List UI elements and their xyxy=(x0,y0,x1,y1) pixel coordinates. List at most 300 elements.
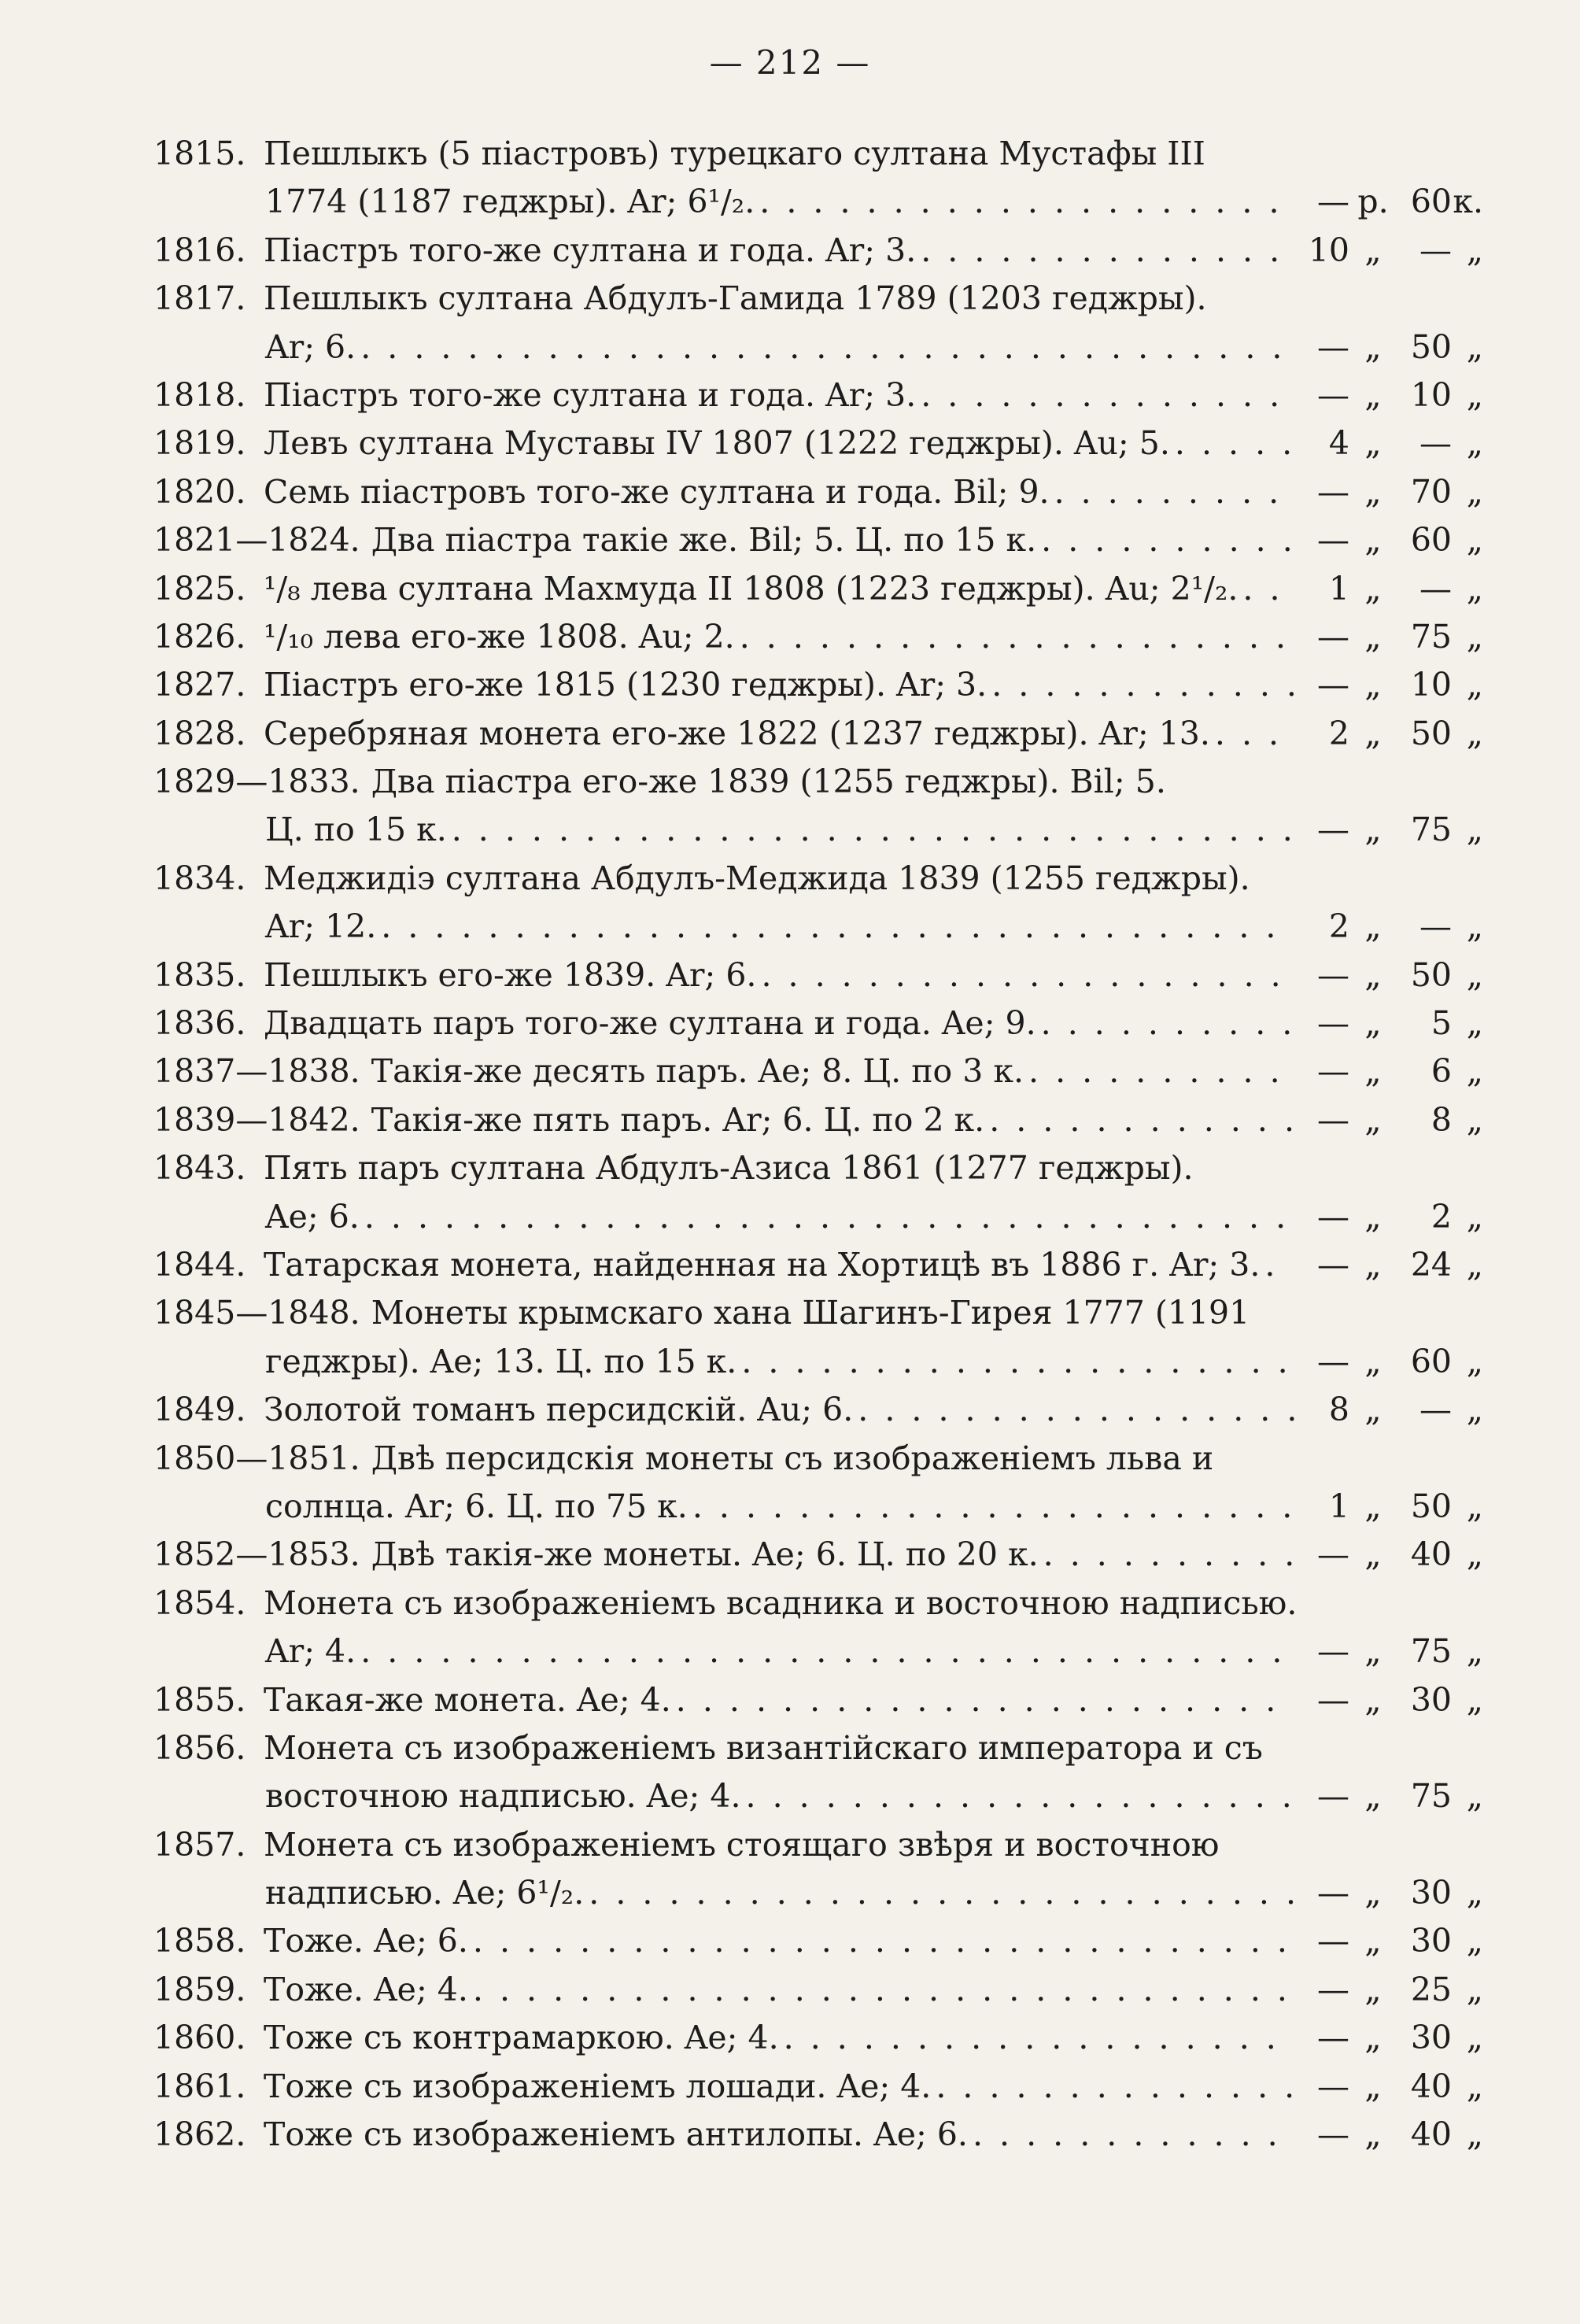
entry-line xyxy=(153,419,1483,467)
price-kopecks: 10 xyxy=(1410,666,1452,704)
price-rubles: — xyxy=(1317,2019,1349,2057)
price-rubles: — xyxy=(1317,1004,1349,1043)
dot-leader xyxy=(1039,1531,1294,1579)
price-kopecks: 2 xyxy=(1430,1197,1452,1236)
catalog-entry xyxy=(153,468,1483,516)
entry-line xyxy=(153,468,1483,516)
price-unit: „ xyxy=(1466,1391,1483,1429)
price-separator: „ xyxy=(1364,1922,1382,1960)
price-kopecks: 50 xyxy=(1410,327,1452,366)
price-rubles: — xyxy=(1317,375,1349,414)
entry-number: 1843. xyxy=(153,1149,246,1188)
price-separator: „ xyxy=(1364,2019,1382,2057)
price-unit: „ xyxy=(1466,1197,1483,1236)
entry-description: Пять паръ султана Абдулъ-Азиса 1861 (1277 геджры). xyxy=(264,1149,1194,1188)
price-rubles: — xyxy=(1317,1535,1349,1574)
entry-description: Монета съ изображеніемъ византійскаго императора и съ xyxy=(264,1728,1263,1767)
entry-description: Двѣ персидскія монеты съ изображеніемъ льва и xyxy=(371,1439,1214,1477)
entry-price xyxy=(1294,1386,1483,1434)
entry-price xyxy=(1294,1338,1483,1386)
dot-leader xyxy=(1024,1047,1294,1095)
price-rubles: — xyxy=(1317,1632,1349,1671)
price-unit: „ xyxy=(1466,1052,1483,1091)
entry-description: Ar; 4. xyxy=(265,1632,356,1671)
entry-description: Пешлыкъ его-же 1839. Ar; 6. xyxy=(264,955,757,994)
entry-number: 1858. xyxy=(153,1922,246,1960)
price-separator: „ xyxy=(1364,327,1382,366)
entry-price xyxy=(1294,2111,1483,2159)
catalog-entry xyxy=(153,516,1483,564)
price-separator: „ xyxy=(1364,811,1382,849)
dot-leader xyxy=(1170,419,1294,467)
entry-line xyxy=(153,999,1483,1047)
entry-description: Двадцать паръ того-же султана и года. Ae; 9. xyxy=(264,1004,1036,1043)
price-separator: „ xyxy=(1364,714,1382,752)
catalog-entry xyxy=(153,1917,1483,1965)
entry-price xyxy=(1294,178,1483,226)
price-separator: „ xyxy=(1364,1777,1382,1816)
entry-line xyxy=(153,613,1483,661)
dot-leader xyxy=(735,613,1294,661)
price-separator: „ xyxy=(1364,424,1382,463)
dot-leader xyxy=(968,2111,1294,2159)
price-unit: „ xyxy=(1466,1100,1483,1139)
price-kopecks: 60 xyxy=(1410,183,1452,221)
price-unit: „ xyxy=(1466,1777,1483,1816)
entry-description: Пешлыкъ султана Абдулъ-Гамида 1789 (1203 геджры). xyxy=(264,279,1207,318)
catalog-entry xyxy=(153,1289,1483,1386)
entry-number: 1826. xyxy=(153,617,246,656)
entry-description: Такія-же пять паръ. Ar; 6. Ц. по 2 к. xyxy=(371,1100,985,1139)
entry-price xyxy=(1294,2014,1483,2062)
catalog-entry xyxy=(153,1435,1483,1531)
price-kopecks: 75 xyxy=(1410,617,1452,656)
entry-price xyxy=(1294,613,1483,661)
entry-description: Двѣ такія-же монеты. Ae; 6. Ц. по 20 к. xyxy=(371,1535,1039,1574)
price-kopecks: 10 xyxy=(1410,375,1452,414)
price-unit: „ xyxy=(1466,1970,1483,2008)
entry-description: Меджидіэ султана Абдулъ-Меджида 1839 (1255 геджры). xyxy=(264,859,1250,897)
entry-line xyxy=(153,371,1483,419)
dot-leader xyxy=(1260,1241,1294,1289)
entry-line xyxy=(153,1724,1483,1772)
entry-price xyxy=(1294,323,1483,371)
price-separator: „ xyxy=(1364,1197,1382,1236)
price-separator: „ xyxy=(1364,1970,1382,2008)
entry-number: 1862. xyxy=(153,2115,246,2154)
entry-price xyxy=(1294,1047,1483,1095)
price-unit: „ xyxy=(1466,521,1483,560)
price-rubles: 1 xyxy=(1328,569,1349,608)
price-separator: „ xyxy=(1364,617,1382,656)
entry-description: Серебряная монета его-же 1822 (1237 геджры). Ar; 13. xyxy=(264,714,1210,752)
catalog-entry xyxy=(153,1724,1483,1821)
price-unit: „ xyxy=(1466,569,1483,608)
entry-description: ¹/₁₀ лева его-же 1808. Au; 2. xyxy=(264,617,735,656)
catalog-entry xyxy=(153,2111,1483,2159)
price-rubles: 10 xyxy=(1308,231,1349,269)
catalog-entry xyxy=(153,1676,1483,1724)
price-kopecks: 75 xyxy=(1410,1777,1452,1816)
price-rubles: 1 xyxy=(1328,1487,1349,1525)
entry-line xyxy=(153,855,1483,903)
entry-price xyxy=(1294,516,1483,564)
page-number: — 212 — xyxy=(709,43,871,82)
price-unit: „ xyxy=(1466,375,1483,414)
catalog-entry xyxy=(153,758,1483,855)
price-kopecks: 25 xyxy=(1410,1970,1452,2008)
entry-price xyxy=(1294,1483,1483,1531)
entry-number: 1819. xyxy=(153,424,246,463)
entry-number: 1815. xyxy=(153,135,246,172)
dot-leader xyxy=(1036,999,1294,1047)
price-rubles: — xyxy=(1317,666,1349,704)
dot-leader xyxy=(468,1966,1294,2014)
price-kopecks: 60 xyxy=(1410,1342,1452,1380)
price-rubles: — xyxy=(1317,1052,1349,1091)
entry-line xyxy=(153,1966,1483,2014)
price-kopecks: — xyxy=(1419,907,1452,946)
catalog-entry xyxy=(153,1096,1483,1144)
price-separator: „ xyxy=(1364,375,1382,414)
entry-price xyxy=(1294,1772,1483,1820)
price-kopecks: 30 xyxy=(1410,1922,1452,1960)
entry-number: 1837—1838. xyxy=(153,1052,360,1091)
entry-description: Ar; 12. xyxy=(265,907,377,946)
dot-leader xyxy=(741,1772,1295,1820)
entry-price xyxy=(1294,1869,1483,1917)
entry-description: Монеты крымскаго хана Шагинъ-Гирея 1777 (1191 xyxy=(371,1294,1250,1332)
entry-price xyxy=(1294,1531,1483,1579)
price-kopecks: 50 xyxy=(1410,1487,1452,1525)
catalog-entry xyxy=(153,1531,1483,1579)
entry-description: Ar; 6. xyxy=(265,327,356,366)
entry-line xyxy=(153,903,1483,951)
price-separator: „ xyxy=(1364,2067,1382,2105)
price-kopecks: 50 xyxy=(1410,955,1452,994)
price-separator: „ xyxy=(1364,1245,1382,1284)
price-kopecks: 75 xyxy=(1410,1632,1452,1671)
catalog-entry xyxy=(153,613,1483,661)
entry-number: 1820. xyxy=(153,472,246,511)
price-kopecks: 30 xyxy=(1410,2019,1452,2057)
entry-number: 1857. xyxy=(153,1825,246,1864)
price-unit: „ xyxy=(1466,1922,1483,1960)
entry-line xyxy=(153,1821,1483,1869)
price-unit: „ xyxy=(1466,1632,1483,1671)
catalog-entry xyxy=(153,661,1483,709)
entry-line xyxy=(153,1917,1483,1965)
price-kopecks: 8 xyxy=(1430,1100,1452,1139)
entry-line xyxy=(153,1193,1483,1241)
price-kopecks: — xyxy=(1419,569,1452,608)
dot-leader xyxy=(356,1628,1294,1676)
entry-number: 1818. xyxy=(153,375,246,414)
entry-number: 1861. xyxy=(153,2067,246,2105)
price-unit: „ xyxy=(1466,617,1483,656)
entry-number: 1835. xyxy=(153,955,246,994)
entry-number: 1850—1851. xyxy=(153,1439,360,1477)
price-rubles: — xyxy=(1317,521,1349,560)
price-rubles: — xyxy=(1317,1245,1349,1284)
price-separator: „ xyxy=(1364,1535,1382,1574)
entry-price xyxy=(1294,661,1483,709)
catalog-entry xyxy=(153,371,1483,419)
price-kopecks: 40 xyxy=(1410,2067,1452,2105)
entry-description: солнца. Ar; 6. Ц. по 75 к. xyxy=(265,1487,688,1525)
entry-number: 1828. xyxy=(153,714,246,752)
entry-line xyxy=(153,178,1483,226)
price-rubles: — xyxy=(1317,1100,1349,1139)
price-unit: „ xyxy=(1466,2019,1483,2057)
price-separator: „ xyxy=(1364,472,1382,511)
price-unit: „ xyxy=(1466,1245,1483,1284)
dot-leader xyxy=(931,2063,1294,2111)
catalog-entry xyxy=(153,1386,1483,1434)
dot-leader xyxy=(779,2014,1294,2062)
entry-description: Золотой томанъ персидскій. Au; 6. xyxy=(264,1391,854,1429)
dot-leader xyxy=(360,1193,1294,1241)
entry-number: 1827. xyxy=(153,666,246,704)
price-rubles: — xyxy=(1317,183,1349,221)
entry-description: Ae; 6. xyxy=(265,1197,360,1236)
entry-description: Тоже съ контрамаркою. Ae; 4. xyxy=(264,2019,779,2057)
entry-line xyxy=(153,2111,1483,2159)
catalog-entry xyxy=(153,1821,1483,1918)
entry-line xyxy=(153,1483,1483,1531)
catalog-entry xyxy=(153,1241,1483,1289)
entry-price xyxy=(1294,951,1483,999)
catalog-entry xyxy=(153,1580,1483,1676)
price-unit: „ xyxy=(1466,2067,1483,2105)
price-unit: „ xyxy=(1466,1680,1483,1719)
price-kopecks: — xyxy=(1419,424,1452,463)
price-kopecks: 24 xyxy=(1410,1245,1452,1284)
entry-price xyxy=(1294,903,1483,951)
dot-leader xyxy=(1036,516,1294,564)
price-separator: „ xyxy=(1364,1391,1382,1429)
catalog-entry xyxy=(153,1144,1483,1241)
price-separator: „ xyxy=(1364,1632,1382,1671)
price-rubles: — xyxy=(1317,1777,1349,1816)
price-rubles: — xyxy=(1317,1197,1349,1236)
entry-line xyxy=(153,758,1483,806)
entry-price xyxy=(1294,468,1483,516)
entry-price xyxy=(1294,1241,1483,1289)
entry-description: Монета съ изображеніемъ стоящаго звѣря и восточною xyxy=(264,1825,1220,1864)
entry-number: 1821—1824. xyxy=(153,521,360,560)
price-separator: „ xyxy=(1364,231,1382,269)
price-rubles: — xyxy=(1317,955,1349,994)
price-separator: „ xyxy=(1364,569,1382,608)
entry-line xyxy=(153,275,1483,323)
entry-price xyxy=(1294,2063,1483,2111)
entry-price xyxy=(1294,1676,1483,1724)
entry-number: 1836. xyxy=(153,1004,246,1043)
price-unit: „ xyxy=(1466,907,1483,946)
entry-description: Монета съ изображеніемъ всадника и восточною надписью. xyxy=(264,1583,1298,1622)
dot-leader xyxy=(1238,565,1294,613)
dot-leader xyxy=(468,1917,1294,1965)
price-kopecks: — xyxy=(1419,231,1452,269)
entry-line xyxy=(153,806,1483,854)
dot-leader xyxy=(916,227,1294,275)
dot-leader xyxy=(916,371,1294,419)
entry-description: Татарская монета, найденная на Хортицѣ въ 1886 г. Ar; 3. xyxy=(264,1245,1261,1284)
entry-number: 1845—1848. xyxy=(153,1294,360,1332)
catalog-entry xyxy=(153,951,1483,999)
price-rubles: 4 xyxy=(1328,424,1349,463)
price-rubles: 2 xyxy=(1328,907,1349,946)
entry-line xyxy=(153,323,1483,371)
price-separator: „ xyxy=(1364,2115,1382,2154)
price-kopecks: — xyxy=(1419,1391,1452,1429)
price-unit: „ xyxy=(1466,714,1483,752)
entry-line xyxy=(153,565,1483,613)
entry-line xyxy=(153,1386,1483,1434)
entry-description: Піастръ того-же султана и года. Ar; 3. xyxy=(264,375,917,414)
price-separator: „ xyxy=(1364,521,1382,560)
entry-line xyxy=(153,1531,1483,1579)
entry-price xyxy=(1294,227,1483,275)
entry-line xyxy=(153,1869,1483,1917)
entry-line xyxy=(153,661,1483,709)
entry-number: 1859. xyxy=(153,1970,246,2008)
entry-line xyxy=(153,1435,1483,1483)
entry-description: 1774 (1187 геджры). Ar; 6¹/₂. xyxy=(265,183,755,221)
entry-number: 1844. xyxy=(153,1245,246,1284)
entry-number: 1856. xyxy=(153,1728,246,1767)
entry-description: Піастръ его-же 1815 (1230 геджры). Ar; 3. xyxy=(264,666,988,704)
entry-price xyxy=(1294,1917,1483,1965)
catalog-entry xyxy=(153,2014,1483,2062)
price-unit: „ xyxy=(1466,1342,1483,1380)
entry-price xyxy=(1294,419,1483,467)
price-separator: „ xyxy=(1364,907,1382,946)
entry-description: Ц. по 15 к. xyxy=(265,811,447,849)
price-kopecks: 50 xyxy=(1410,714,1452,752)
price-kopecks: 5 xyxy=(1430,1004,1452,1043)
price-kopecks: 30 xyxy=(1410,1680,1452,1719)
price-unit: „ xyxy=(1466,955,1483,994)
entry-price xyxy=(1294,806,1483,854)
dot-leader xyxy=(736,1338,1294,1386)
price-unit: „ xyxy=(1466,327,1483,366)
entry-number: 1825. xyxy=(153,569,246,608)
price-kopecks: 40 xyxy=(1410,1535,1452,1574)
entry-line xyxy=(153,2063,1483,2111)
price-unit: „ xyxy=(1466,1487,1483,1525)
entry-line xyxy=(153,2014,1483,2062)
price-rubles: 2 xyxy=(1328,714,1349,752)
entry-description: Тоже съ изображеніемъ лошади. Ae; 4. xyxy=(264,2067,932,2105)
entry-number: 1852—1853. xyxy=(153,1535,360,1574)
coin-catalog-list xyxy=(153,130,1483,2159)
dot-leader xyxy=(1050,468,1294,516)
catalog-entry xyxy=(153,1966,1483,2014)
dot-leader xyxy=(984,1096,1294,1144)
price-separator: „ xyxy=(1364,1100,1382,1139)
dot-leader xyxy=(671,1676,1294,1724)
entry-description: восточною надписью. Ae; 4. xyxy=(265,1777,741,1816)
price-separator: „ xyxy=(1364,1680,1382,1719)
entry-price xyxy=(1294,371,1483,419)
price-rubles: — xyxy=(1317,2115,1349,2154)
entry-number: 1860. xyxy=(153,2019,246,2057)
entry-description: надписью. Ae; 6¹/₂. xyxy=(265,1874,585,1912)
entry-line xyxy=(153,1289,1483,1337)
price-unit: „ xyxy=(1466,666,1483,704)
price-unit: „ xyxy=(1466,1004,1483,1043)
dot-leader xyxy=(376,903,1294,951)
entry-line xyxy=(153,227,1483,275)
entry-number: 1849. xyxy=(153,1391,246,1429)
price-rubles: — xyxy=(1317,1874,1349,1912)
entry-number: 1834. xyxy=(153,859,246,897)
entry-description: ¹/₈ лева султана Махмуда II 1808 (1223 геджры). Au; 2¹/₂. xyxy=(264,569,1239,608)
catalog-entry xyxy=(153,855,1483,951)
dot-leader xyxy=(853,1386,1294,1434)
dot-leader xyxy=(356,323,1294,371)
entry-line xyxy=(153,710,1483,758)
price-unit: „ xyxy=(1466,2115,1483,2154)
price-separator: „ xyxy=(1364,666,1382,704)
entry-line xyxy=(153,130,1483,178)
entry-line xyxy=(153,1676,1483,1724)
price-separator: „ xyxy=(1364,955,1382,994)
price-separator: „ xyxy=(1364,1052,1382,1091)
price-kopecks: 40 xyxy=(1410,2115,1452,2154)
price-rubles: — xyxy=(1317,2067,1349,2105)
catalog-entry xyxy=(153,2063,1483,2111)
entry-description: Такія-же десять паръ. Ae; 8. Ц. по 3 к. xyxy=(371,1052,1024,1091)
price-separator: „ xyxy=(1364,1487,1382,1525)
entry-number: 1817. xyxy=(153,279,246,318)
catalog-entry xyxy=(153,999,1483,1047)
price-separator: „ xyxy=(1364,1004,1382,1043)
price-unit: „ xyxy=(1466,472,1483,511)
entry-line xyxy=(153,1772,1483,1820)
price-rubles: — xyxy=(1317,1970,1349,2008)
price-unit: „ xyxy=(1466,1874,1483,1912)
dot-leader xyxy=(987,661,1294,709)
entry-line xyxy=(153,1144,1483,1192)
entry-description: Тоже съ изображеніемъ антилопы. Ae; 6. xyxy=(264,2115,968,2154)
price-separator: „ xyxy=(1364,1342,1382,1380)
catalog-entry xyxy=(153,565,1483,613)
entry-line xyxy=(153,1047,1483,1095)
price-separator: р. xyxy=(1357,183,1389,221)
entry-line xyxy=(153,1096,1483,1144)
entry-description: Піастръ того-же султана и года. Ar; 3. xyxy=(264,231,917,269)
catalog-entry xyxy=(153,275,1483,371)
dot-leader xyxy=(584,1869,1294,1917)
entry-price xyxy=(1294,999,1483,1047)
price-rubles: — xyxy=(1317,1342,1349,1380)
price-rubles: — xyxy=(1317,472,1349,511)
entry-description: Тоже. Ae; 6. xyxy=(264,1922,468,1960)
catalog-entry xyxy=(153,419,1483,467)
entry-price xyxy=(1294,1193,1483,1241)
entry-description: геджры). Ae; 13. Ц. по 15 к. xyxy=(265,1342,737,1380)
catalog-entry xyxy=(153,227,1483,275)
price-kopecks: 60 xyxy=(1410,521,1452,560)
entry-description: Тоже. Ae; 4. xyxy=(264,1970,468,2008)
entry-price xyxy=(1294,1628,1483,1676)
dot-leader xyxy=(755,178,1294,226)
entry-description: Левъ султана Муставы IV 1807 (1222 геджры). Au; 5. xyxy=(264,424,1170,463)
entry-description: Такая-же монета. Ae; 4. xyxy=(264,1680,671,1719)
